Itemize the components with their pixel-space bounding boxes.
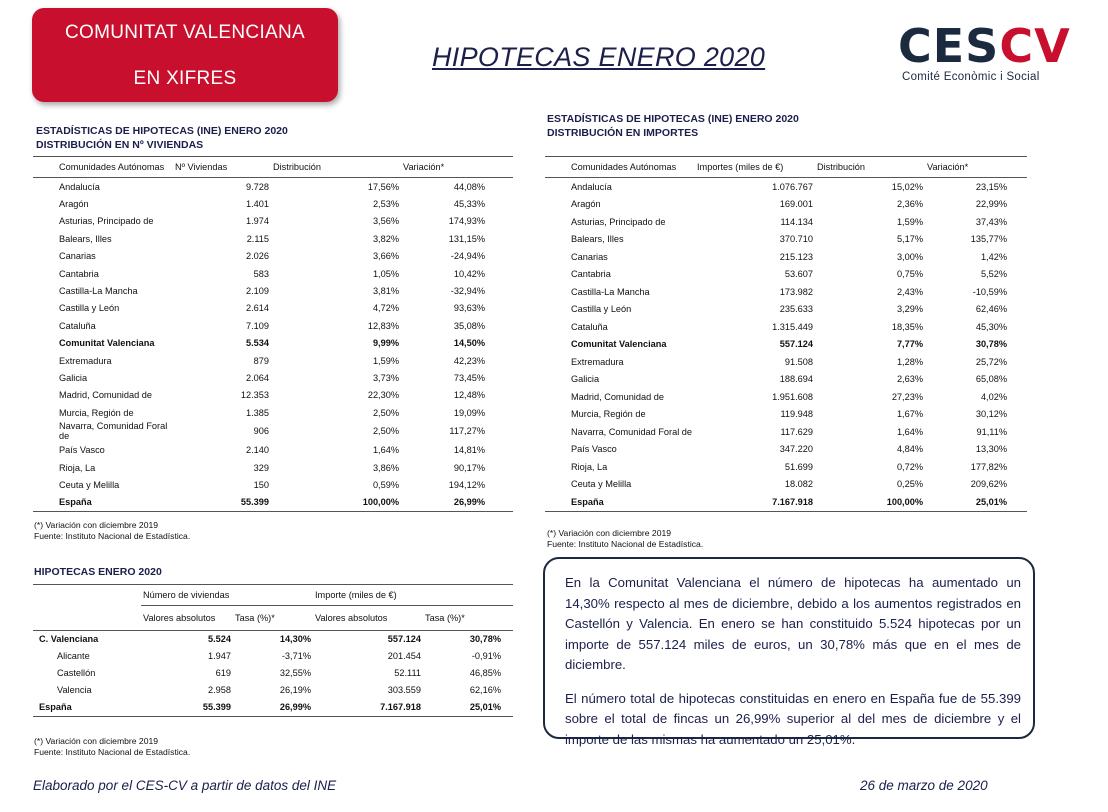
table-row [545, 388, 1027, 406]
table-cell: 169.001 [779, 199, 813, 210]
table-cell: 7.109 [246, 320, 269, 331]
table-row [545, 336, 1027, 354]
region-banner-line1: COMUNITAT VALENCIANA [64, 22, 305, 43]
row-label: Castilla-La Mancha [59, 286, 138, 297]
table-cell: 150 [253, 479, 269, 490]
table-cell: 90,17% [453, 462, 485, 473]
group-header-importe: Importe (miles de €) [313, 585, 513, 606]
logo-subtitle: Comité Econòmic i Social [902, 71, 1040, 83]
row-label: Andalucía [59, 181, 100, 192]
left-col-header: Distribución [273, 162, 321, 172]
table-cell: 4,02% [980, 391, 1007, 402]
group-header-viviendas: Número de viviendas [141, 585, 313, 606]
row-label: País Vasco [59, 445, 105, 456]
footer-date: 26 de marzo de 2020 [860, 778, 988, 793]
table-cell: 26,19% [279, 685, 311, 695]
table-cell: 2.958 [208, 685, 231, 695]
left-table-title-line2: DISTRIBUCIÓN EN Nº VIVIENDAS [36, 139, 204, 151]
table-row [545, 318, 1027, 336]
table-row [545, 458, 1027, 476]
table-cell: 25,01% [469, 702, 501, 712]
table-cell: 370.710 [779, 234, 813, 245]
table-cell: 100,00% [362, 497, 399, 508]
table-cell: 3,00% [896, 251, 923, 262]
table-cell: 9.728 [246, 181, 269, 192]
table-cell: 329 [253, 462, 269, 473]
table-cell: 93,63% [453, 303, 485, 314]
table-row [33, 213, 513, 230]
table-cell: 12.353 [240, 390, 269, 401]
table-cell: 5,17% [896, 234, 923, 245]
table-cell: 91.508 [784, 356, 813, 367]
row-label: Cantabria [571, 269, 611, 280]
table-cell: 201.454 [387, 651, 421, 661]
subcol-header: Tasa (%)* [235, 612, 275, 623]
row-label: C. Valenciana [39, 634, 99, 644]
left-notes [34, 520, 190, 542]
table-cell: 30,12% [975, 409, 1007, 420]
left-note-source: Fuente: Instituto Nacional de Estadística. [34, 531, 191, 541]
table-row [545, 371, 1027, 389]
table-cell: 114.134 [780, 216, 813, 227]
row-label: Cantabria [59, 268, 99, 279]
table-cell: 131,15% [448, 233, 485, 244]
row-label: Comunitat Valenciana [571, 339, 667, 350]
table-cell: 45,30% [975, 321, 1007, 332]
table-cell: 135,77% [970, 234, 1007, 245]
table-row [33, 352, 513, 369]
table-cell: 26,99% [453, 497, 485, 508]
table-row [545, 353, 1027, 371]
right-note-variation: (*) Variación con diciembre 2019 [547, 528, 672, 538]
table-cell: 3,86% [372, 462, 399, 473]
table-cell: 1.947 [208, 651, 231, 661]
table-cell: 5.524 [208, 634, 231, 644]
table-cell: 1.076.767 [772, 181, 813, 192]
row-label: Ceuta y Melilla [59, 479, 120, 490]
bottom-note-variation: (*) Variación con diciembre 2019 [34, 736, 159, 746]
region-banner-line2: EN XIFRES [133, 68, 237, 89]
table-cell: 2,43% [896, 286, 923, 297]
left-table-title-line1: ESTADÍSTICAS DE HIPOTECAS (INE) ENERO 2020 [36, 125, 288, 137]
table-cell: -10,59% [972, 286, 1007, 297]
table-cell: 14,81% [453, 445, 485, 456]
summary-paragraph-2: El número total de hipotecas constituidas en enero en España fue de 55.399 sobre el total de fincas un 26,99% superior al del mes de diciembre y el importe de las mismas ha aumentado un 25,01%. [565, 690, 1021, 747]
left-col-header: Comunidades Autónomas [59, 162, 165, 172]
table-row [33, 404, 513, 421]
table-cell: 2,36% [896, 199, 923, 210]
table-cell: 906 [253, 426, 269, 437]
table-cell: 25,72% [975, 356, 1007, 367]
table-cell: 1,67% [896, 409, 923, 420]
table-cell: 1,05% [372, 268, 399, 279]
table-cell: 0,72% [896, 461, 923, 472]
table-cell: 5.534 [246, 338, 269, 349]
row-label: Navarra, Comunidad Foral de [571, 426, 693, 437]
row-label: Valencia [57, 685, 92, 695]
table-cell: -3,71% [281, 651, 311, 661]
table-cell: 1,59% [896, 216, 923, 227]
table-cell: 10,42% [453, 268, 485, 279]
right-col-header: Distribución [817, 162, 865, 172]
table-cell: 1.974 [246, 216, 269, 227]
row-label: Castilla-La Mancha [571, 286, 650, 297]
row-label: Aragón [571, 199, 601, 210]
row-label: Galicia [59, 372, 88, 383]
row-label: Castellón [57, 668, 96, 678]
table-cell: 188.694 [779, 374, 813, 385]
table-row [33, 648, 513, 665]
row-label: Alicante [57, 651, 90, 661]
table-cell: 55.399 [240, 497, 269, 508]
table-cell: 173.982 [779, 286, 813, 297]
table-cell: 117.629 [780, 426, 813, 437]
table-cell: 1,64% [372, 445, 399, 456]
table-cell: 18,35% [891, 321, 923, 332]
table-row [33, 195, 513, 212]
table-cell: 35,08% [453, 320, 485, 331]
table-cell: 12,48% [453, 390, 485, 401]
table-row [33, 441, 513, 458]
row-label: España [571, 496, 604, 507]
row-label: Castilla y León [59, 303, 120, 314]
row-label: Ceuta y Melilla [571, 479, 632, 490]
table-cell: 26,99% [279, 702, 311, 712]
table-cell: 2,63% [896, 374, 923, 385]
table-cell: 62,16% [469, 685, 501, 695]
table-row [33, 459, 513, 476]
table-cell: 2.140 [246, 445, 269, 456]
table-row [33, 421, 513, 441]
row-label: Navarra, Comunidad Foral de [59, 421, 168, 442]
row-label: Canarias [571, 251, 608, 262]
subcol-header: Valores absolutos [315, 612, 388, 623]
table-cell: 2.064 [246, 372, 269, 383]
row-label: Cataluña [59, 320, 96, 331]
table-cell: 174,93% [448, 216, 485, 227]
bottom-table-title: HIPOTECAS ENERO 2020 [34, 566, 162, 578]
row-label: Madrid, Comunidad de [59, 390, 152, 401]
table-cell: 22,30% [367, 390, 399, 401]
table-cell: 44,08% [453, 181, 485, 192]
table-row [545, 441, 1027, 459]
table-cell: 2.026 [246, 251, 269, 262]
table-cell: 19,09% [453, 407, 485, 418]
right-notes [547, 528, 703, 550]
table-cell: 347.220 [779, 444, 813, 455]
right-col-header: Importes (miles de €) [697, 162, 784, 172]
cescv-logo [898, 18, 1071, 88]
row-label: Rioja, La [59, 462, 96, 473]
table-cell: 2,53% [372, 199, 399, 210]
table-row [33, 317, 513, 334]
bottom-table [33, 584, 513, 717]
logo-text-dark: CES [898, 19, 1000, 73]
summary-box [543, 557, 1035, 747]
table-row [33, 630, 513, 648]
table-cell: 3,56% [372, 216, 399, 227]
table-cell: 3,81% [372, 286, 399, 297]
row-label: Canarias [59, 251, 96, 262]
table-cell: 2.109 [246, 286, 269, 297]
table-cell: 619 [215, 668, 231, 678]
row-label: Rioja, La [571, 461, 608, 472]
table-cell: 119.948 [780, 409, 813, 420]
table-cell: 1.401 [246, 199, 269, 210]
table-cell: 557.124 [779, 339, 813, 350]
table-row [33, 230, 513, 247]
table-cell: 46,85% [469, 668, 501, 678]
table-row [33, 494, 513, 512]
table-cell: 9,99% [372, 338, 399, 349]
table-cell: 0,59% [372, 479, 399, 490]
table-cell: 55.399 [202, 702, 231, 712]
row-label: Asturias, Principado de [571, 216, 666, 227]
table-cell: 7.167.918 [772, 496, 813, 507]
table-row [545, 406, 1027, 424]
table-cell: 18.082 [784, 479, 813, 490]
right-note-source: Fuente: Instituto Nacional de Estadística. [547, 539, 704, 549]
right-table-title-line2: DISTRIBUCIÓN EN IMPORTES [547, 127, 699, 139]
table-row [545, 301, 1027, 319]
table-cell: 30,78% [469, 634, 501, 644]
bottom-note-source: Fuente: Instituto Nacional de Estadística. [34, 747, 191, 757]
footer-credit: Elaborado por el CES-CV a partir de datos del INE [33, 778, 337, 793]
table-cell: 209,62% [970, 479, 1007, 490]
table-cell: 22,99% [975, 199, 1007, 210]
row-label: País Vasco [571, 444, 617, 455]
table-row [33, 682, 513, 699]
table-row [33, 369, 513, 386]
row-label: Castilla y León [571, 304, 632, 315]
table-row [33, 387, 513, 404]
left-table-title [36, 124, 288, 152]
table-cell: 25,01% [975, 496, 1007, 507]
table-cell: 2.614 [246, 303, 269, 314]
table-cell: 0,25% [896, 479, 923, 490]
page-title: HIPOTECAS ENERO 2020 [432, 42, 766, 72]
table-cell: 2,50% [372, 426, 399, 437]
table-cell: 27,23% [891, 391, 923, 402]
table-cell: 30,78% [975, 339, 1007, 350]
subcol-header: Tasa (%)* [425, 612, 465, 623]
table-cell: 73,45% [453, 372, 485, 383]
row-label: Asturias, Principado de [59, 216, 154, 227]
row-label: Andalucía [571, 181, 612, 192]
row-label: España [39, 702, 72, 712]
table-cell: 42,23% [453, 355, 485, 366]
table-cell: 2.115 [246, 233, 269, 244]
table-row [33, 699, 513, 717]
table-cell: -0,91% [471, 651, 501, 661]
table-row [545, 178, 1027, 196]
table-cell: 4,72% [372, 303, 399, 314]
right-table-title-line1: ESTADÍSTICAS DE HIPOTECAS (INE) ENERO 2020 [547, 113, 799, 125]
row-label: Murcia, Región de [59, 407, 134, 418]
table-cell: 3,66% [372, 251, 399, 262]
table-cell: 32,55% [279, 668, 311, 678]
row-label: Balears, Illes [571, 234, 624, 245]
table-cell: 37,43% [975, 216, 1007, 227]
table-cell: 3,82% [372, 233, 399, 244]
table-cell: 1,64% [896, 426, 923, 437]
right-col-header: Variación* [927, 162, 969, 172]
table-cell: 12,83% [367, 320, 399, 331]
table-cell: 23,15% [975, 181, 1007, 192]
table-row [545, 493, 1027, 511]
row-label: Aragón [59, 199, 89, 210]
table-cell: 177,82% [970, 461, 1007, 472]
table-row [545, 423, 1027, 441]
region-banner [32, 8, 338, 102]
table-cell: 14,50% [453, 338, 485, 349]
row-label: Balears, Illes [59, 233, 112, 244]
left-table [33, 156, 513, 512]
table-cell: 1,59% [372, 355, 399, 366]
row-label: Comunitat Valenciana [59, 338, 155, 349]
table-cell: -32,94% [450, 286, 485, 297]
table-cell: 1,28% [896, 356, 923, 367]
table-cell: 17,56% [367, 181, 399, 192]
table-cell: 100,00% [886, 496, 923, 507]
table-cell: -24,94% [450, 251, 485, 262]
subcol-header: Valores absolutos [143, 612, 216, 623]
table-cell: 51.699 [784, 461, 813, 472]
table-cell: 1.315.449 [772, 321, 813, 332]
bottom-notes [34, 736, 190, 758]
row-label: Madrid, Comunidad de [571, 391, 664, 402]
right-table [545, 156, 1027, 512]
table-cell: 117,27% [449, 426, 485, 437]
row-label: Cataluña [571, 321, 608, 332]
table-cell: 7.167.918 [380, 702, 421, 712]
table-row [545, 196, 1027, 214]
table-row [33, 282, 513, 299]
table-cell: 65,08% [975, 374, 1007, 385]
table-cell: 2,50% [372, 407, 399, 418]
table-cell: 3,29% [896, 304, 923, 315]
left-col-header: Nº Viviendas [175, 162, 228, 172]
left-col-header: Variación* [403, 162, 445, 172]
right-table-title [547, 112, 799, 144]
table-row [545, 283, 1027, 301]
table-cell: 235.633 [779, 304, 813, 315]
table-cell: 62,46% [975, 304, 1007, 315]
table-row [33, 476, 513, 493]
table-row [545, 231, 1027, 249]
row-label: Murcia, Región de [571, 409, 646, 420]
table-cell: 5,52% [980, 269, 1007, 280]
logo-text-red: CV [999, 19, 1071, 73]
table-cell: 13,30% [975, 444, 1007, 455]
table-cell: 194,12% [448, 479, 485, 490]
table-cell: 52.111 [394, 668, 421, 678]
table-cell: 215.123 [779, 251, 813, 262]
table-row [545, 213, 1027, 231]
table-row [33, 665, 513, 682]
table-cell: 45,33% [453, 199, 485, 210]
table-row [545, 476, 1027, 494]
row-label: Extremadura [59, 355, 112, 366]
table-cell: 53.607 [784, 269, 813, 280]
row-label: España [59, 497, 92, 508]
table-cell: 3,73% [372, 372, 399, 383]
table-row [33, 300, 513, 317]
table-row [33, 248, 513, 265]
table-row [33, 335, 513, 352]
table-cell: 1.385 [246, 407, 269, 418]
left-note-variation: (*) Variación con diciembre 2019 [34, 520, 159, 530]
table-cell: 4,84% [896, 444, 923, 455]
table-cell: 0,75% [896, 269, 923, 280]
table-cell: 303.559 [387, 685, 421, 695]
right-col-header: Comunidades Autónomas [571, 162, 677, 172]
table-cell: 91,11% [976, 426, 1007, 437]
table-row [545, 266, 1027, 284]
table-cell: 1.951.608 [772, 391, 813, 402]
row-label: Extremadura [571, 356, 624, 367]
table-row [33, 178, 513, 196]
table-cell: 879 [253, 355, 269, 366]
table-cell: 1,42% [980, 251, 1007, 262]
table-cell: 583 [253, 268, 269, 279]
table-cell: 14,30% [279, 634, 311, 644]
table-row [33, 265, 513, 282]
summary-paragraph-1: En la Comunitat Valenciana el número de hipotecas ha aumentado un 14,30% respecto al mes de diciembre, debido a los aumentos registrados en Castellón y Valencia. En enero se han constituido 5.524 hipotecas por un importe de 557.124 miles de euros, un 30,78% más que en el mes de diciembre. [565, 575, 1021, 672]
table-cell: 15,02% [891, 181, 923, 192]
table-cell: 557.124 [387, 634, 421, 644]
row-label: Galicia [571, 374, 600, 385]
table-cell: 7,77% [896, 339, 923, 350]
table-row [545, 248, 1027, 266]
